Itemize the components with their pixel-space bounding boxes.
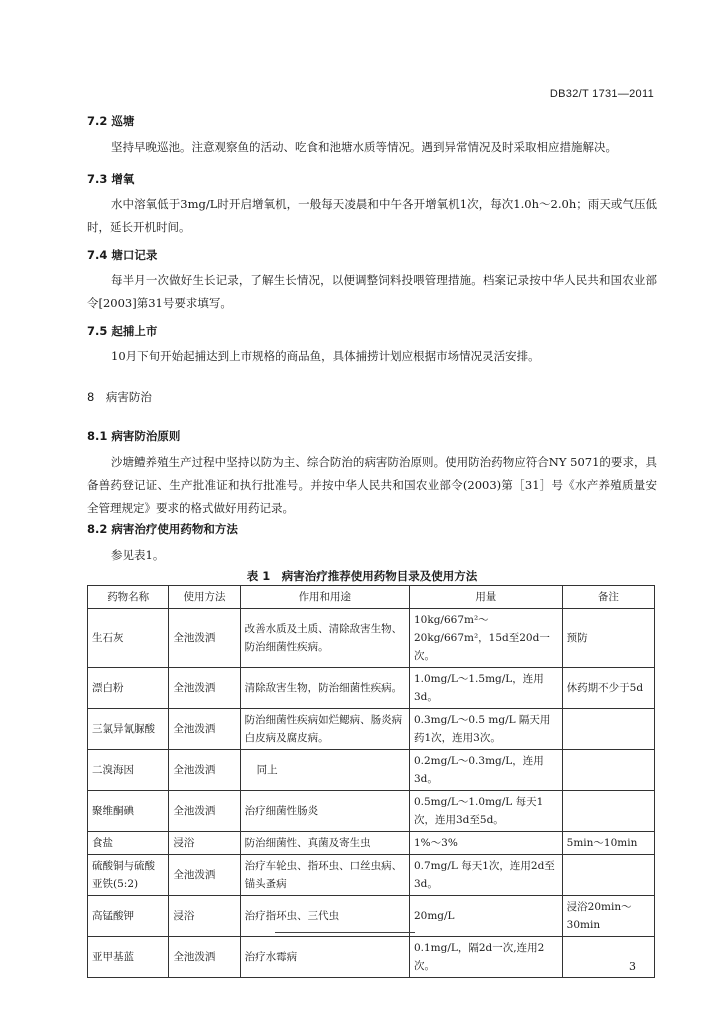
table-row — [88, 855, 655, 896]
section-7-4-body: 每半月一次做好生长记录，了解生长情况，以便调整饲料投喂管理措施。档案记录按中华人民共和国农业部令[2003]第31号要求填写。 — [87, 273, 657, 310]
cell-use: 同上 — [240, 750, 409, 791]
cell-use: 治疗水霉病 — [240, 937, 409, 978]
section-7-5-title: 7.5 起捕上市 — [87, 324, 158, 338]
cell-method: 浸浴 — [169, 832, 240, 855]
cell-note — [562, 709, 654, 750]
header-drug-name: 药物名称 — [88, 586, 169, 609]
page-number: 3 — [629, 960, 636, 973]
standard-code: DB32/T 1731—2011 — [549, 88, 654, 100]
cell-method: 全池泼洒 — [169, 609, 240, 668]
table-row — [88, 896, 655, 937]
header-note: 备注 — [562, 586, 654, 609]
cell-dose: 0.7mg/L 每天1次，连用2d至3d。 — [409, 855, 562, 896]
cell-use: 防治细菌性疾病如烂鳃病、肠炎病白皮病及腐皮病。 — [240, 709, 409, 750]
section-8-title: 8 病害防治 — [87, 390, 152, 404]
cell-note: 休药期不少于5d — [562, 668, 654, 709]
section-8-1-title: 8.1 病害防治原则 — [87, 429, 181, 443]
section-7-2-body: 坚持早晚巡池。注意观察鱼的活动、吃食和池塘水质等情况。遇到异常情况及时采取相应措施解决。 — [111, 140, 617, 154]
cell-name: 高锰酸钾 — [88, 896, 169, 937]
footnote-divider — [275, 932, 415, 933]
drug-table — [87, 585, 655, 978]
cell-name: 食盐 — [88, 832, 169, 855]
cell-use: 治疗细菌性肠炎 — [240, 791, 409, 832]
section-7-2-title: 7.2 巡塘 — [87, 114, 135, 128]
table-row — [88, 609, 655, 668]
cell-dose: 0.3mg/L～0.5 mg/L 隔天用药1次，连用3次。 — [409, 709, 562, 750]
header-use: 作用和用途 — [240, 586, 409, 609]
cell-dose: 0.1mg/L，隔2d一次,连用2次。 — [409, 937, 562, 978]
cell-dose: 0.5mg/L～1.0mg/L 每天1次，连用3d至5d。 — [409, 791, 562, 832]
cell-name: 硫酸铜与硫酸亚铁(5:2) — [88, 855, 169, 896]
table-row — [88, 668, 655, 709]
section-8-2-title: 8.2 病害治疗使用药物和方法 — [87, 522, 238, 536]
cell-method: 全池泼洒 — [169, 791, 240, 832]
cell-dose: 10kg/667m²～20kg/667m²，15d至20d一次。 — [409, 609, 562, 668]
cell-dose: 1.0mg/L～1.5mg/L，连用3d。 — [409, 668, 562, 709]
table-row — [88, 937, 655, 978]
header-dose: 用量 — [409, 586, 562, 609]
table-row — [88, 709, 655, 750]
cell-name: 二溴海因 — [88, 750, 169, 791]
cell-method: 全池泼洒 — [169, 709, 240, 750]
section-7-3-title: 7.3 增氧 — [87, 172, 135, 186]
section-8-1-body: 沙塘鳢养殖生产过程中坚持以防为主、综合防治的病害防治原则。使用防治药物应符合NY 5071的要求，具备兽药登记证、生产批准证和执行批准号。并按中华人民共和国农业部令(2003)第［31］号《水产养殖质量安全管理规定》要求的格式做好用药记录。 — [87, 455, 657, 515]
cell-dose: 1%～3% — [409, 832, 562, 855]
cell-note — [562, 750, 654, 791]
cell-note — [562, 791, 654, 832]
cell-method: 全池泼洒 — [169, 855, 240, 896]
table-caption: 表 1 病害治疗推荐使用药物目录及使用方法 — [246, 569, 478, 583]
cell-name: 生石灰 — [88, 609, 169, 668]
cell-dose: 20mg/L — [409, 896, 562, 937]
cell-note — [562, 855, 654, 896]
cell-use: 改善水质及土质、清除敌害生物、防治细菌性疾病。 — [240, 609, 409, 668]
cell-note: 预防 — [562, 609, 654, 668]
cell-name: 亚甲基蓝 — [88, 937, 169, 978]
cell-name: 漂白粉 — [88, 668, 169, 709]
cell-use: 治疗车轮虫、指环虫、口丝虫病、锚头蚤病 — [240, 855, 409, 896]
cell-note: 浸浴20min～30min — [562, 896, 654, 937]
cell-note: 5min～10min — [562, 832, 654, 855]
cell-note — [562, 937, 654, 978]
cell-name: 聚维酮碘 — [88, 791, 169, 832]
cell-name: 三氯异氰脲酸 — [88, 709, 169, 750]
cell-use: 治疗指环虫、三代虫 — [240, 896, 409, 937]
table-row — [88, 750, 655, 791]
section-7-3-body: 水中溶氧低于3mg/L时开启增氧机，一般每天凌晨和中午各开增氧机1次，每次1.0h～2.0h；雨天或气压低时，延长开机时间。 — [87, 197, 657, 234]
cell-method: 浸浴 — [169, 896, 240, 937]
table-row — [88, 832, 655, 855]
cell-use: 防治细菌性、真菌及寄生虫 — [240, 832, 409, 855]
cell-use: 清除敌害生物，防治细菌性疾病。 — [240, 668, 409, 709]
table-row — [88, 791, 655, 832]
section-8-2-body: 参见表1。 — [111, 548, 165, 562]
table-header-row — [88, 586, 655, 609]
section-7-4-title: 7.4 塘口记录 — [87, 248, 158, 262]
cell-method: 全池泼洒 — [169, 937, 240, 978]
cell-method: 全池泼洒 — [169, 750, 240, 791]
cell-dose: 0.2mg/L～0.3mg/L，连用3d。 — [409, 750, 562, 791]
header-method: 使用方法 — [169, 586, 240, 609]
section-7-5-body: 10月下旬开始起捕达到上市规格的商品鱼，具体捕捞计划应根据市场情况灵活安排。 — [111, 349, 540, 363]
cell-method: 全池泼洒 — [169, 668, 240, 709]
